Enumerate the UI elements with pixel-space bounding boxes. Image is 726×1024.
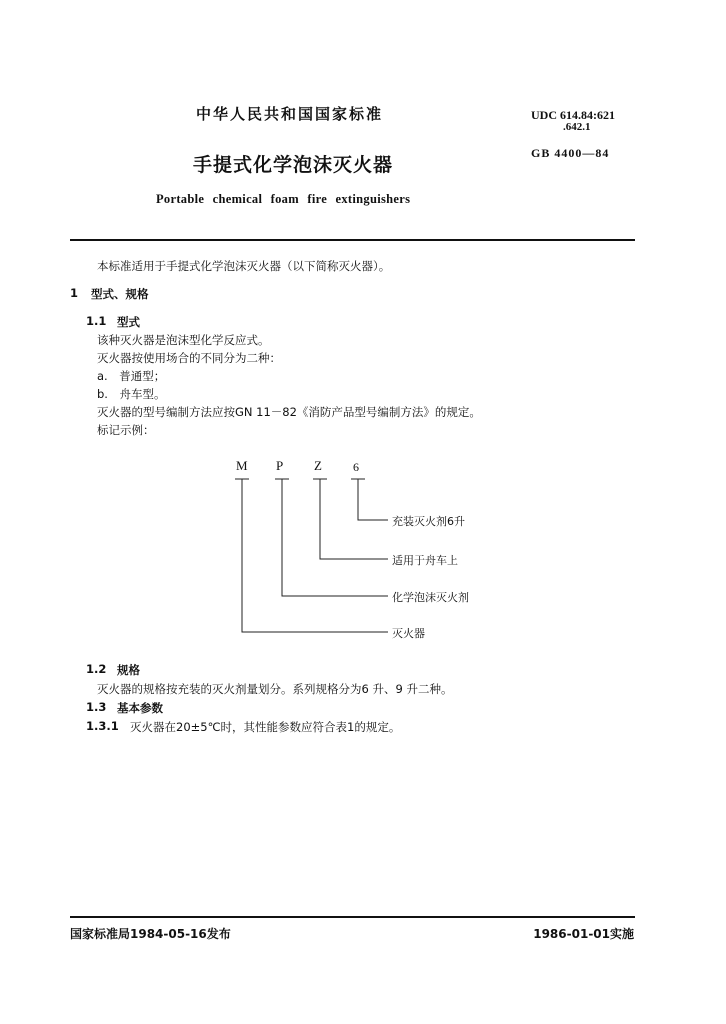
s1-1-line-2: 灭火器按使用场合的不同分为二种： [97, 351, 281, 365]
udc-code: UDC 614.84:621 [531, 108, 615, 122]
section-1-3-number: 1.3 [86, 700, 107, 714]
s1-1-line-5: 灭火器的型号编制方法应按GN 11－82《消防产品型号编制方法》的规定。 [97, 405, 481, 419]
intro-text: 本标准适用于手提式化学泡沫灭火器（以下简称灭火器）。 [97, 259, 391, 273]
s1-1-line-3: a. 普通型； [97, 369, 166, 383]
bottom-rule [70, 916, 635, 918]
section-1-2-title: 规格 [117, 663, 140, 677]
s1-2-text: 灭火器的规格按充装的灭火剂量划分。系列规格分为6 升、9 升二种。 [97, 682, 453, 696]
s1-1-line-4: b. 舟车型。 [97, 387, 166, 401]
effective-date: 1986-01-01实施 [533, 927, 634, 941]
section-1-3-1-number: 1.3.1 [86, 719, 119, 733]
s1-3-1-text: 灭火器在20±5℃时，其性能参数应符合表1的规定。 [130, 720, 401, 734]
model-code-z: Z [314, 458, 322, 473]
standard-org: 中华人民共和国国家标准 [196, 105, 384, 123]
model-label-vehicle: 适用于舟车上 [392, 554, 458, 567]
title-english: Portable chemical foam fire extinguishers [156, 192, 411, 206]
section-1-title: 型式、规格 [91, 287, 149, 301]
gb-number: GB 4400—84 [531, 146, 610, 160]
udc-code-continued: .642.1 [563, 121, 591, 133]
model-code-p: P [276, 458, 284, 473]
model-label-extinguisher: 灭火器 [392, 627, 425, 640]
model-label-agent: 化学泡沫灭火剂 [392, 591, 469, 604]
section-1-1-number: 1.1 [86, 314, 107, 328]
model-label-capacity: 充装灭火剂6升 [392, 515, 465, 528]
issue-date: 国家标准局1984-05-16发布 [70, 927, 231, 941]
section-1-number: 1 [70, 286, 79, 300]
s1-1-line-6: 标记示例： [97, 423, 155, 437]
model-code-6: 6 [353, 460, 359, 474]
title-chinese: 手提式化学泡沫灭火器 [193, 154, 394, 176]
s1-1-line-1: 该种灭火器是泡沫型化学反应式。 [97, 333, 270, 347]
model-code-m: M [236, 458, 248, 473]
section-1-1-title: 型式 [117, 315, 140, 329]
section-1-2-number: 1.2 [86, 662, 107, 676]
section-1-3-title: 基本参数 [117, 701, 163, 715]
